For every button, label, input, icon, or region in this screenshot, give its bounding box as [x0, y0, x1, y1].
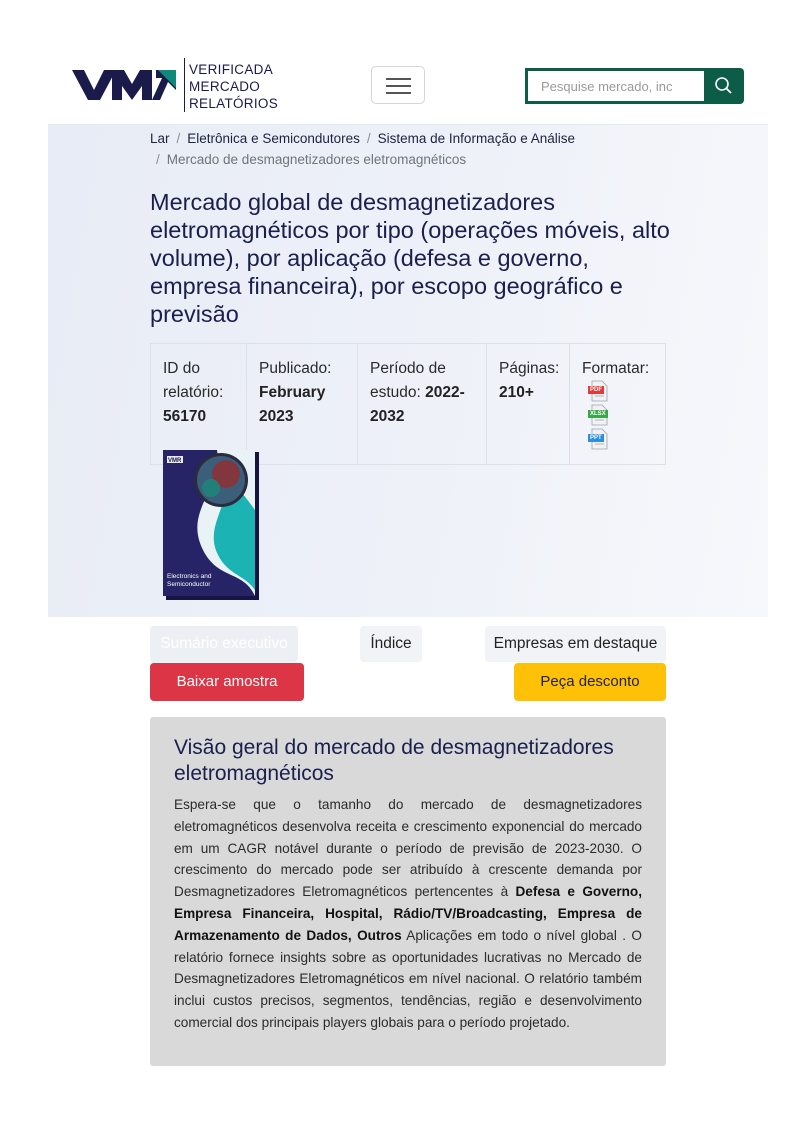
- tab-executive-summary[interactable]: Sumário executivo: [150, 626, 298, 662]
- report-id-label: ID do: [163, 360, 201, 377]
- hamburger-icon-line: [386, 92, 411, 94]
- logo-line-2: MERCADO: [189, 79, 261, 94]
- breadcrumb-current-row: / Mercado de desmagnetizadores eletromagnéticos: [156, 152, 467, 167]
- logo-divider: [184, 58, 185, 112]
- report-id-cell: [151, 344, 247, 464]
- logo-line-3: RELATÓRIOS: [189, 96, 279, 111]
- vmr-logo-icon: [72, 68, 176, 102]
- format-label: Formatar:: [582, 360, 650, 377]
- hamburger-icon: [386, 78, 411, 80]
- hamburger-icon-line: [386, 85, 411, 87]
- study-period-label-2: estudo:: [370, 384, 421, 401]
- overview-heading: Visão geral do mercado de desmagnetizadores eletromagnéticos: [174, 736, 614, 785]
- breadcrumb-subcategory[interactable]: Sistema de Informação e Análise: [377, 131, 575, 146]
- book-caption-1: Electronics and: [167, 573, 212, 580]
- published-value: February: [259, 384, 326, 401]
- report-meta-table: [150, 343, 666, 465]
- tab-index[interactable]: Índice: [360, 626, 422, 662]
- logo-line-1: VERIFICADA: [189, 62, 274, 77]
- book-caption-2: Semiconductor: [167, 581, 211, 588]
- download-sample-button[interactable]: Baixar amostra: [150, 663, 304, 701]
- logo[interactable]: [72, 58, 282, 114]
- overview-text-intro: Espera-se que o tamanho do mercado de desmagnetizadores eletromagnéticos desenvolva receita e crescimento exponencial do mercado em um CAGR notável durante o período de previsão de 2023-2030. O crescimento do mercado pode ser atribuído à crescente demanda por Desmagnetizadores Eletromagnéticos pertencentes à: [174, 797, 642, 900]
- xlsx-file-icon[interactable]: [588, 404, 610, 426]
- ppt-tag: PPT: [590, 435, 602, 441]
- overview-text-outro: Aplicações em todo o nível global . O relatório fornece insights sobre as oportunidades lucrativas no Mercado de Desmagnetizadores Eletromagnéticos em nível nacional. O relatório também inclui custos precisos, segmentos, tendências, região e desenvolvimento comercial dos principais players globais para o período projetado.: [174, 927, 642, 1030]
- pages-label: Páginas:: [499, 360, 560, 377]
- report-id-value: 56170: [163, 408, 207, 425]
- study-period-label: Período de: [370, 360, 446, 377]
- search-icon: [704, 68, 744, 104]
- study-period-end: 2032: [370, 408, 405, 425]
- menu-toggle-button[interactable]: [371, 66, 425, 104]
- published-cell: [247, 344, 358, 464]
- breadcrumb-current: Mercado de desmagnetizadores eletromagnéticos: [166, 152, 467, 167]
- overview-applications: Defesa e Governo, Empresa Financeira, Hospital, Rádio/TV/Broadcasting, Empresa de Armazenamento de Dados, Outros: [174, 884, 643, 943]
- pdf-tag: PDF: [590, 387, 602, 393]
- report-cover-image: [163, 450, 259, 600]
- market-overview-section: [150, 717, 666, 1066]
- study-period-cell: [358, 344, 487, 464]
- ppt-file-icon[interactable]: [588, 428, 610, 450]
- report-id-label-2: relatório:: [163, 384, 224, 401]
- logo-text: [189, 61, 278, 112]
- breadcrumb-home[interactable]: Lar: [150, 131, 170, 146]
- page-title: Mercado global de desmagnetizadores eletromagnéticos por tipo (operações móveis, alto volume), por aplicação (defesa e governo, empresa financeira), por escopo geográfico e previsão: [150, 189, 670, 327]
- overview-text: [174, 794, 642, 1034]
- xlsx-tag: XLSX: [590, 411, 606, 417]
- format-cell: [570, 344, 665, 464]
- breadcrumb: Lar / Eletrônica e Semicondutores / Sistema de Informação e Análise: [150, 131, 575, 146]
- pages-value: 210+: [499, 384, 534, 401]
- study-period-start: 2022-: [425, 384, 465, 401]
- book-brand: VMR: [168, 458, 182, 464]
- pdf-file-icon[interactable]: [588, 380, 610, 402]
- pages-cell: [487, 344, 570, 464]
- search-input[interactable]: Pesquise mercado, inc: [525, 68, 707, 104]
- published-label: Publicado:: [259, 360, 332, 377]
- published-year: 2023: [259, 408, 294, 425]
- request-discount-button[interactable]: Peça desconto: [514, 663, 666, 701]
- search-button[interactable]: [704, 68, 744, 104]
- breadcrumb-category[interactable]: Eletrônica e Semicondutores: [187, 131, 360, 146]
- tab-featured-companies[interactable]: Empresas em destaque: [485, 626, 666, 662]
